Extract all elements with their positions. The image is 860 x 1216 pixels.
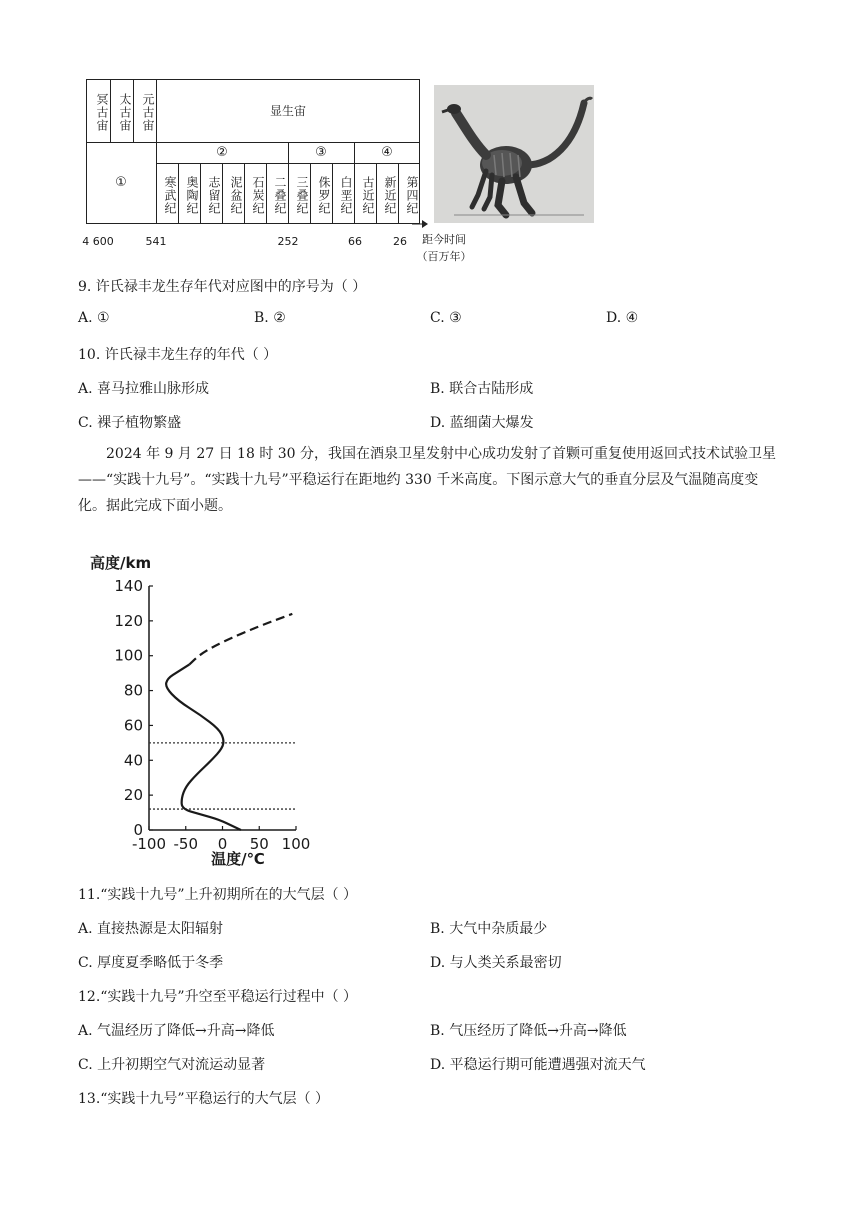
eon-phanerozoic: 显生宙 (269, 104, 306, 118)
atmosphere-temperature-chart (90, 550, 330, 870)
period-carboniferous: 石炭纪 (251, 175, 265, 215)
q12-option-b[interactable]: B. 气压经历了降低→升高→降低 (430, 1023, 627, 1039)
axis-label-unit: （百万年） (416, 250, 472, 263)
q9-option-b[interactable]: B. ② (254, 310, 286, 326)
q10-option-d[interactable]: D. 蓝细菌大爆发 (430, 415, 534, 431)
dinosaur-lufengosaurus-image (434, 85, 594, 223)
chart-temperature-curve-dashed (189, 614, 292, 665)
q12-option-a[interactable]: A. 气温经历了降低→升高→降低 (78, 1023, 275, 1039)
chart-x-tick-label: 50 (249, 835, 269, 853)
q9-option-c[interactable]: C. ③ (430, 310, 462, 326)
chart-y-tick-label: 80 (123, 681, 143, 700)
eon-hadean: 冥古宙 (95, 92, 109, 132)
chart-x-tick-label: 0 (217, 835, 228, 853)
chart-y-axis-label: 高度/km (90, 554, 152, 572)
axis-label-time: 距今时间 (422, 233, 466, 246)
q11-option-c[interactable]: C. 厚度夏季略低于冬季 (78, 955, 224, 971)
chart-y-tick-label: 100 (114, 646, 143, 665)
chart-y-tick-label: 40 (123, 751, 143, 770)
q11-stem: 11.“实践十九号”上升初期所在的大气层（ ） (78, 887, 358, 903)
eon-proterozoic: 元古宙 (141, 92, 155, 132)
period-quaternary: 第四纪 (405, 175, 419, 215)
q10-option-c[interactable]: C. 裸子植物繁盛 (78, 415, 182, 431)
q11-option-d[interactable]: D. 与人类关系最密切 (430, 955, 562, 971)
q12-stem: 12.“实践十九号”升空至平稳运行过程中（ ） (78, 989, 358, 1005)
label-num2: ② (216, 145, 228, 160)
label-num3: ③ (315, 145, 327, 160)
label-num1: ① (115, 175, 127, 190)
tick-541: 541 (145, 235, 167, 248)
chart-x-axis-label: 温度/℃ (211, 850, 265, 868)
q10-option-b[interactable]: B. 联合古陆形成 (430, 381, 534, 397)
q10-option-a[interactable]: A. 喜马拉雅山脉形成 (78, 381, 210, 397)
label-num4: ④ (381, 145, 393, 160)
q9-option-a[interactable]: A. ① (78, 310, 110, 326)
q11-option-a[interactable]: A. 直接热源是太阳辐射 (78, 921, 224, 937)
period-neogene: 新近纪 (383, 175, 397, 215)
reading-passage: 2024 年 9 月 27 日 18 时 30 分，我国在酒泉卫星发射中心成功发射了首颗可重复使用返回式技术试验卫星——“实践十九号”。“实践十九号”平稳运行在距地约 330 千米高度。下图示意大气的垂直分层及气温随高度变化。据此完成下面小题。 (78, 446, 777, 514)
period-cretaceous: 白垩纪 (339, 175, 353, 215)
chart-y-tick-label: 120 (114, 611, 143, 630)
tick-252: 252 (277, 235, 299, 248)
q12-option-c[interactable]: C. 上升初期空气对流运动显著 (78, 1057, 266, 1073)
tick-26: 26 (393, 235, 407, 248)
chart-x-tick-label: 100 (281, 835, 311, 853)
time-axis-arrow (412, 218, 432, 230)
period-devonian: 泥盆纪 (229, 175, 243, 215)
tick-4600: 4 600 (82, 235, 114, 248)
q12-option-d[interactable]: D. 平稳运行期可能遭遇强对流天气 (430, 1057, 646, 1073)
chart-y-tick-label: 60 (123, 716, 143, 735)
chart-y-tick-label: 0 (133, 821, 143, 839)
period-cambrian: 寒武纪 (163, 175, 177, 215)
q10-stem: 10. 许氏禄丰龙生存的年代（ ） (78, 347, 278, 363)
q11-option-b[interactable]: B. 大气中杂质最少 (430, 921, 548, 937)
period-silurian: 志留纪 (207, 175, 221, 215)
chart-temperature-curve (166, 664, 241, 830)
period-triassic: 三叠纪 (295, 175, 309, 215)
tick-66: 66 (348, 235, 362, 248)
q9-option-d[interactable]: D. ④ (606, 310, 639, 326)
chart-y-tick-label: 20 (123, 786, 143, 805)
q13-stem: 13.“实践十九号”平稳运行的大气层（ ） (78, 1091, 330, 1107)
period-ordovician: 奥陶纪 (185, 175, 199, 215)
period-jurassic: 侏罗纪 (317, 175, 331, 215)
chart-y-tick-label: 140 (114, 577, 143, 595)
chart-x-tick-label: -50 (173, 835, 198, 853)
chart-x-tick-label: -100 (131, 835, 167, 853)
eon-archean: 太古宙 (118, 92, 132, 132)
q9-stem: 9. 许氏禄丰龙生存年代对应图中的序号为（ ） (78, 279, 367, 295)
period-permian: 二叠纪 (273, 175, 287, 215)
period-paleogene: 古近纪 (361, 175, 375, 215)
